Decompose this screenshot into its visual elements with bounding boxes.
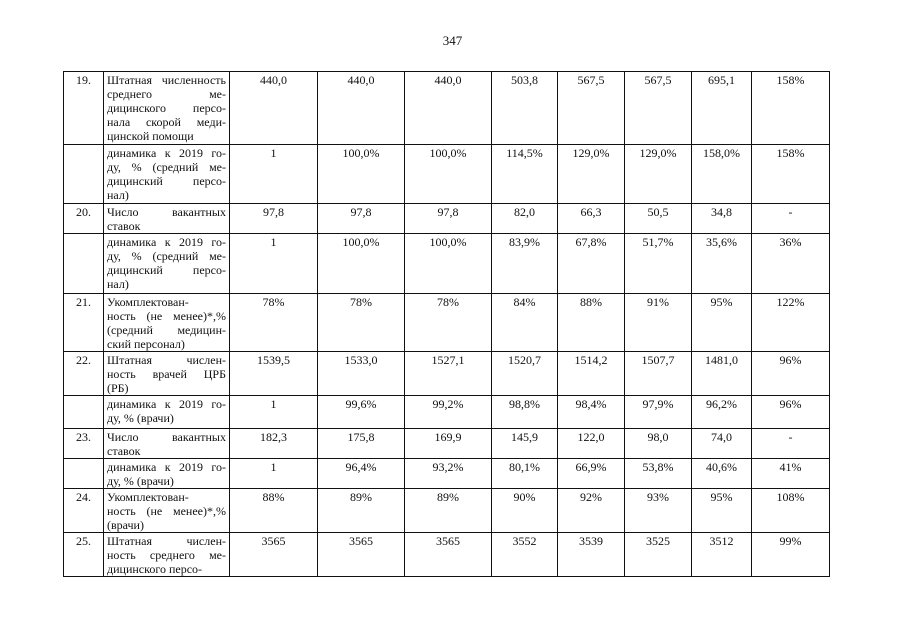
value-cell: 93,2% (405, 459, 492, 489)
indicator-name (104, 204, 230, 234)
value-cell: 129,0% (625, 145, 692, 204)
value-cell: 36% (752, 234, 830, 294)
table-row (64, 533, 830, 577)
indicator-name-line: дицинского персо- (107, 562, 203, 576)
value-cell: 88% (230, 489, 318, 533)
indicator-name-line: ставок (107, 444, 141, 458)
value-cell: 440,0 (318, 72, 405, 145)
value-cell: 67,8% (558, 234, 625, 294)
indicators-table (63, 71, 830, 577)
table-row (64, 352, 830, 396)
row-number (64, 396, 104, 429)
row-number: 22. (64, 352, 104, 396)
value-cell: 53,8% (625, 459, 692, 489)
value-cell: 1 (230, 396, 318, 429)
value-cell: 51,7% (625, 234, 692, 294)
value-cell: 3525 (625, 533, 692, 577)
value-cell: 1481,0 (692, 352, 752, 396)
indicator-name (104, 234, 230, 294)
table-row (64, 294, 830, 352)
value-cell: 182,3 (230, 429, 318, 459)
value-cell: 50,5 (625, 204, 692, 234)
indicator-name-line: Число вакантных (107, 205, 226, 219)
value-cell: 66,3 (558, 204, 625, 234)
value-cell: 41% (752, 459, 830, 489)
value-cell: 84% (492, 294, 558, 352)
value-cell: 129,0% (558, 145, 625, 204)
value-cell: 83,9% (492, 234, 558, 294)
indicator-name (104, 459, 230, 489)
indicator-name-line: динамика к 2019 го- (107, 397, 226, 411)
indicator-name-line: нала скорой меди- (107, 115, 226, 129)
value-cell: 503,8 (492, 72, 558, 145)
value-cell: 100,0% (318, 145, 405, 204)
value-cell: 97,8 (405, 204, 492, 234)
value-cell: 96% (752, 352, 830, 396)
value-cell: 96% (752, 396, 830, 429)
value-cell: 93% (625, 489, 692, 533)
value-cell: 98,0 (625, 429, 692, 459)
indicator-name-line: (РБ) (107, 381, 129, 395)
indicator-name-line: Укомплектован- (107, 490, 189, 504)
indicator-name-line: динамика к 2019 го- (107, 460, 226, 474)
indicator-name-line: ду, % (средний ме- (107, 160, 226, 174)
value-cell: 3512 (692, 533, 752, 577)
indicator-name-line: ду, % (врачи) (107, 474, 174, 488)
value-cell: 97,9% (625, 396, 692, 429)
indicator-name-line: ду, % (средний ме- (107, 249, 226, 263)
value-cell: 3552 (492, 533, 558, 577)
indicator-name-line: цинской помощи (107, 129, 194, 143)
value-cell: 440,0 (230, 72, 318, 145)
value-cell: 1 (230, 459, 318, 489)
value-cell: 108% (752, 489, 830, 533)
value-cell: 1514,2 (558, 352, 625, 396)
value-cell: 99% (752, 533, 830, 577)
value-cell: 175,8 (318, 429, 405, 459)
value-cell: 34,8 (692, 204, 752, 234)
row-number: 24. (64, 489, 104, 533)
value-cell: 97,8 (318, 204, 405, 234)
indicator-name-line: ность врачей ЦРБ (107, 367, 226, 381)
value-cell: 1 (230, 145, 318, 204)
value-cell: 89% (405, 489, 492, 533)
value-cell: 114,5% (492, 145, 558, 204)
indicator-name-line: Укомплектован- (107, 295, 189, 309)
indicator-name-line: дицинского персо- (107, 101, 226, 115)
value-cell: 90% (492, 489, 558, 533)
value-cell: 100,0% (405, 145, 492, 204)
value-cell: 82,0 (492, 204, 558, 234)
value-cell: 3565 (230, 533, 318, 577)
row-number: 20. (64, 204, 104, 234)
value-cell: 122,0 (558, 429, 625, 459)
indicator-name-line: динамика к 2019 го- (107, 146, 226, 160)
table-row (64, 234, 830, 294)
table-row (64, 145, 830, 204)
table-row (64, 396, 830, 429)
indicator-name-line: ность (не менее)*,% (107, 309, 226, 323)
indicator-name-line: динамика к 2019 го- (107, 235, 226, 249)
value-cell: 695,1 (692, 72, 752, 145)
value-cell: 78% (405, 294, 492, 352)
value-cell: 1533,0 (318, 352, 405, 396)
indicator-name-line: ду, % (врачи) (107, 411, 174, 425)
value-cell: 158,0% (692, 145, 752, 204)
table-row (64, 489, 830, 533)
value-cell: 95% (692, 294, 752, 352)
indicator-name-line: Штатная числен- (107, 353, 226, 367)
indicator-name-line: нал) (107, 277, 129, 291)
value-cell: 66,9% (558, 459, 625, 489)
value-cell: 1507,7 (625, 352, 692, 396)
value-cell: 567,5 (625, 72, 692, 145)
indicator-name-line: (средний медицин- (107, 323, 226, 337)
indicator-name-line: ность (не менее)*,% (107, 504, 226, 518)
value-cell: 91% (625, 294, 692, 352)
page-number: 347 (442, 33, 463, 48)
indicator-name-line: среднего ме- (107, 87, 226, 101)
value-cell: 78% (230, 294, 318, 352)
table-row (64, 72, 830, 145)
value-cell: 88% (558, 294, 625, 352)
value-cell: 3565 (318, 533, 405, 577)
value-cell: 78% (318, 294, 405, 352)
indicator-name-line: дицинский персо- (107, 263, 226, 277)
table-row (64, 429, 830, 459)
indicator-name (104, 429, 230, 459)
value-cell: 95% (692, 489, 752, 533)
value-cell: 40,6% (692, 459, 752, 489)
value-cell: - (752, 429, 830, 459)
table-body (64, 72, 830, 577)
value-cell: 1 (230, 234, 318, 294)
row-number: 23. (64, 429, 104, 459)
value-cell: - (752, 204, 830, 234)
indicator-name-line: ность среднего ме- (107, 548, 226, 562)
value-cell: 100,0% (405, 234, 492, 294)
row-number (64, 145, 104, 204)
indicator-name (104, 533, 230, 577)
value-cell: 1539,5 (230, 352, 318, 396)
value-cell: 80,1% (492, 459, 558, 489)
value-cell: 567,5 (558, 72, 625, 145)
value-cell: 96,4% (318, 459, 405, 489)
row-number: 21. (64, 294, 104, 352)
value-cell: 169,9 (405, 429, 492, 459)
value-cell: 122% (752, 294, 830, 352)
value-cell: 98,8% (492, 396, 558, 429)
indicator-name (104, 489, 230, 533)
value-cell: 96,2% (692, 396, 752, 429)
value-cell: 92% (558, 489, 625, 533)
indicator-name (104, 72, 230, 145)
table-row (64, 459, 830, 489)
row-number: 19. (64, 72, 104, 145)
table-row (64, 204, 830, 234)
indicator-name-line: Число вакантных (107, 430, 226, 444)
value-cell: 99,6% (318, 396, 405, 429)
indicator-name-line: Штатная численность (107, 73, 226, 87)
indicator-name (104, 352, 230, 396)
value-cell: 74,0 (692, 429, 752, 459)
row-number (64, 459, 104, 489)
indicator-name-line: ский персонал) (107, 337, 185, 351)
value-cell: 97,8 (230, 204, 318, 234)
value-cell: 3539 (558, 533, 625, 577)
value-cell: 440,0 (405, 72, 492, 145)
value-cell: 35,6% (692, 234, 752, 294)
indicator-name (104, 396, 230, 429)
indicator-name-line: ставок (107, 219, 141, 233)
indicator-name-line: дицинский персо- (107, 174, 226, 188)
indicator-name (104, 145, 230, 204)
indicator-name-line: нал) (107, 188, 129, 202)
value-cell: 3565 (405, 533, 492, 577)
indicator-name (104, 294, 230, 352)
value-cell: 158% (752, 145, 830, 204)
value-cell: 89% (318, 489, 405, 533)
value-cell: 145,9 (492, 429, 558, 459)
value-cell: 100,0% (318, 234, 405, 294)
value-cell: 99,2% (405, 396, 492, 429)
value-cell: 98,4% (558, 396, 625, 429)
row-number: 25. (64, 533, 104, 577)
row-number (64, 234, 104, 294)
value-cell: 1520,7 (492, 352, 558, 396)
value-cell: 158% (752, 72, 830, 145)
indicator-name-line: Штатная числен- (107, 534, 226, 548)
indicator-name-line: (врачи) (107, 518, 144, 532)
value-cell: 1527,1 (405, 352, 492, 396)
